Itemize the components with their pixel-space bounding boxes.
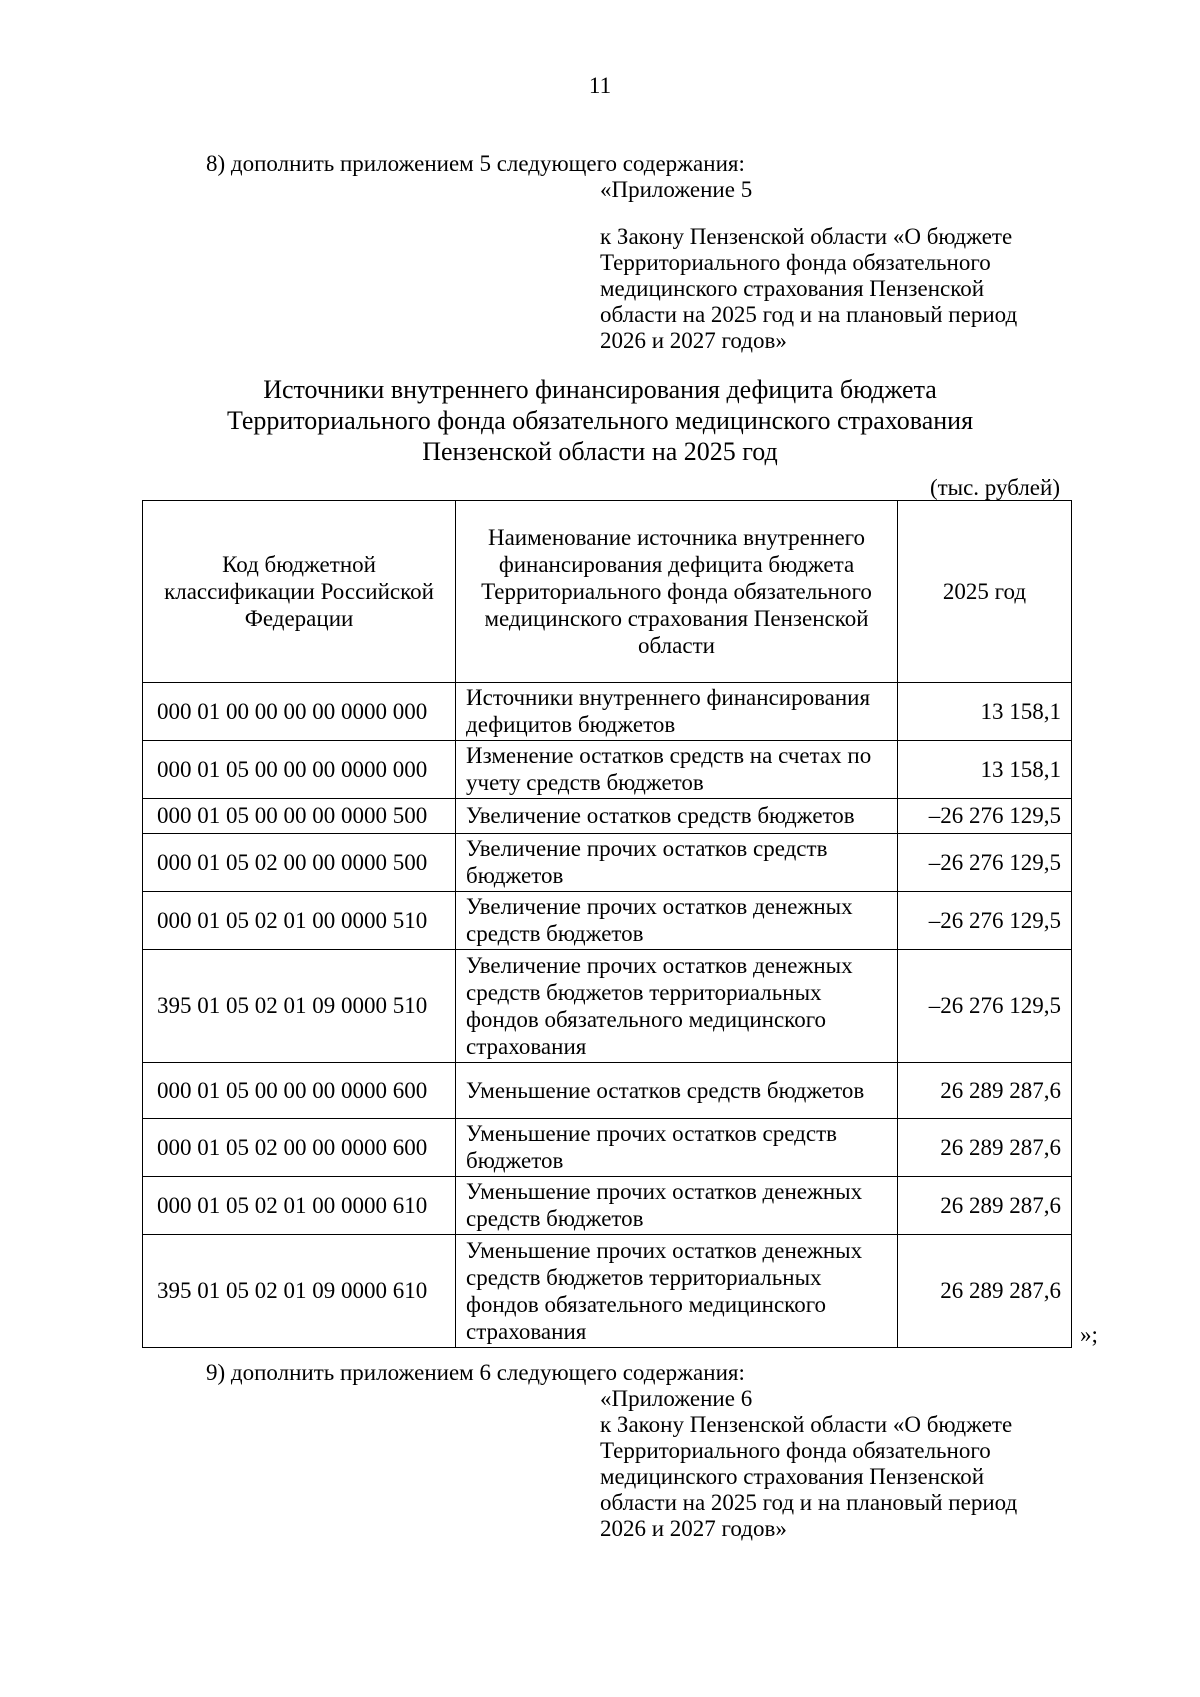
table-row (143, 799, 1072, 834)
table-row (143, 683, 1072, 741)
row-code: 000 01 05 00 00 00 0000 000 (143, 741, 456, 799)
row-name: Увеличение прочих остатков денежных средств бюджетов территориальных фондов обязательного медицинского страхования (456, 950, 898, 1063)
appendix-5-ref-line: Территориального фонда обязательного (600, 250, 991, 275)
appendix-6-ref-line: области на 2025 год и на плановый период (600, 1490, 1018, 1515)
item-9-text: 9) дополнить приложением 6 следующего содержания: (206, 1360, 745, 1385)
row-amount: 26 289 287,6 (898, 1177, 1072, 1235)
row-code: 000 01 05 02 01 00 0000 610 (143, 1177, 456, 1235)
appendix-5-ref-line: к Закону Пензенской области «О бюджете (600, 224, 1013, 249)
row-name: Увеличение прочих остатков средств бюджетов (456, 834, 898, 892)
row-name: Уменьшение прочих остатков денежных средств бюджетов территориальных фондов обязательного медицинского страхования (456, 1235, 898, 1348)
table-header-row (143, 501, 1072, 683)
table-row (143, 1177, 1072, 1235)
row-amount: –26 276 129,5 (898, 950, 1072, 1063)
table-row (143, 1235, 1072, 1348)
table-title-line: Источники внутреннего финансирования дефицита бюджета (263, 375, 937, 404)
appendix-6-label: «Приложение 6 (600, 1386, 753, 1411)
row-name: Изменение остатков средств на счетах по учету средств бюджетов (456, 741, 898, 799)
row-amount: 13 158,1 (898, 741, 1072, 799)
row-code: 000 01 05 02 00 00 0000 500 (143, 834, 456, 892)
row-name: Увеличение прочих остатков денежных средств бюджетов (456, 892, 898, 950)
row-amount: –26 276 129,5 (898, 799, 1072, 834)
appendix-6-ref-line: 2026 и 2027 годов» (600, 1516, 787, 1541)
row-name: Уменьшение остатков средств бюджетов (456, 1063, 898, 1119)
row-code: 000 01 05 00 00 00 0000 600 (143, 1063, 456, 1119)
header-year: 2025 год (898, 501, 1072, 683)
table-title-line: Территориального фонда обязательного медицинского страхования (226, 406, 974, 435)
appendix-5-label: «Приложение 5 (600, 177, 753, 202)
table-row (143, 950, 1072, 1063)
row-amount: 26 289 287,6 (898, 1063, 1072, 1119)
page-number: 11 (588, 73, 612, 98)
row-code: 000 01 05 02 00 00 0000 600 (143, 1119, 456, 1177)
row-name: Уменьшение прочих остатков средств бюджетов (456, 1119, 898, 1177)
header-code: Код бюджетной классификации Российской Федерации (143, 501, 456, 683)
row-amount: –26 276 129,5 (898, 834, 1072, 892)
units-label: (тыс. рублей) (929, 475, 1060, 500)
appendix-5-ref-line: 2026 и 2027 годов» (600, 328, 787, 353)
table-title (130, 374, 1070, 467)
row-code: 000 01 05 02 01 00 0000 510 (143, 892, 456, 950)
row-name: Уменьшение прочих остатков денежных средств бюджетов (456, 1177, 898, 1235)
table-row (143, 1119, 1072, 1177)
row-code: 000 01 05 00 00 00 0000 500 (143, 799, 456, 834)
item-8-text: 8) дополнить приложением 5 следующего содержания: (206, 151, 745, 176)
row-name: Увеличение остатков средств бюджетов (456, 799, 898, 834)
row-amount: 26 289 287,6 (898, 1119, 1072, 1177)
table-row (143, 892, 1072, 950)
close-quote: »; (1080, 1322, 1098, 1347)
row-code: 000 01 00 00 00 00 0000 000 (143, 683, 456, 741)
row-amount: –26 276 129,5 (898, 892, 1072, 950)
table-title-line: Пензенской области на 2025 год (422, 437, 778, 466)
table-row (143, 1063, 1072, 1119)
appendix-6-ref-line: Территориального фонда обязательного (600, 1438, 991, 1463)
sources-table (142, 500, 1072, 1348)
table-row (143, 834, 1072, 892)
appendix-5-header (600, 177, 1017, 354)
appendix-5-ref-line: медицинского страхования Пензенской (600, 276, 985, 301)
appendix-6-ref-line: медицинского страхования Пензенской (600, 1464, 985, 1489)
row-name: Источники внутреннего финансирования дефицитов бюджетов (456, 683, 898, 741)
table-row (143, 741, 1072, 799)
header-name: Наименование источника внутреннего финансирования дефицита бюджета Территориального фонда обязательного медицинского страхования Пензенской области (456, 501, 898, 683)
appendix-6-ref-line: к Закону Пензенской области «О бюджете (600, 1412, 1013, 1437)
row-code: 395 01 05 02 01 09 0000 510 (143, 950, 456, 1063)
appendix-6-header (600, 1386, 1017, 1542)
row-amount: 13 158,1 (898, 683, 1072, 741)
appendix-5-ref-line: области на 2025 год и на плановый период (600, 302, 1018, 327)
row-code: 395 01 05 02 01 09 0000 610 (143, 1235, 456, 1348)
row-amount: 26 289 287,6 (898, 1235, 1072, 1348)
